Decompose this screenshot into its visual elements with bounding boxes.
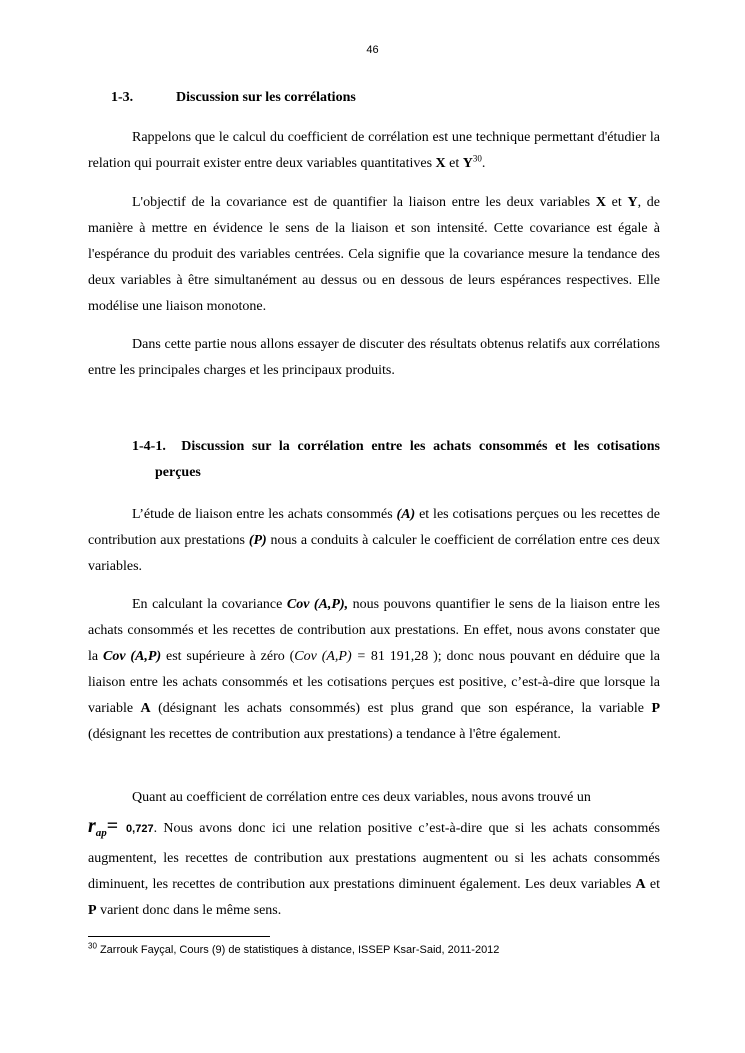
footnote-separator	[88, 936, 270, 937]
p2-var-x: X	[595, 195, 606, 210]
intro-paragraph-3	[88, 332, 660, 384]
p2-var-y: Y	[627, 195, 638, 210]
intro-and: et	[445, 156, 463, 171]
footnote	[88, 941, 500, 956]
body-p1-c: nous a conduits à calculer le coefficient de corrélation entre ces deux variables.	[88, 533, 661, 574]
p2-and: et	[605, 195, 628, 210]
intro-paragraph-2	[88, 190, 660, 320]
subsection-title-line2: perçues	[155, 465, 201, 480]
footnote-number: 30	[88, 941, 97, 951]
body-paragraph-2	[88, 592, 660, 748]
body-p2-f: (désignant les recettes de contribution aux prestations) a tendance à l'être également.	[88, 727, 561, 742]
r-symbol: r	[88, 815, 96, 837]
p3-and: et	[645, 876, 661, 892]
var-p-label: (P)	[248, 533, 267, 548]
section-title: Discussion sur les corrélations	[176, 90, 356, 105]
subsection-title-line1: Discussion sur la corrélation entre les achats consommés et les cotisations	[181, 439, 660, 454]
subsection-heading	[132, 434, 660, 486]
body-paragraph-1	[88, 502, 660, 580]
intro-p2-text: L'objectif de la covariance est de quantifier la liaison entre les deux variables	[132, 195, 596, 210]
intro-p3-text: Dans cette partie nous allons essayer de discuter des résultats obtenus relatifs aux corrélations entre les principales charges et les principaux produits.	[88, 337, 660, 378]
intro-p2-rest: , de manière à mettre en évidence le sens de la liaison et son intensité. Cette covariance est égale à l'espérance du produit des variables centrées. Cela signifie que la covariance mesure la tendance des deux variables à être simultanément au dessus ou en dessous de leurs espérances respectives. Elle modélise une liaison monotone.	[88, 195, 660, 314]
intro-p1-text: Rappelons que le calcul du coefficient de corrélation est une technique permettant d'étudier la relation qui pourrait exister entre deux variables quantitatives	[88, 130, 660, 171]
var-x: X	[435, 156, 446, 171]
intro-period: .	[481, 156, 486, 171]
body-p1-a: L’étude de liaison entre les achats consommés	[132, 507, 397, 522]
cov-term-3: Cov (A,P) =	[294, 649, 366, 664]
body-p1-b: et les cotisations perçues ou les recettes de contribution aux prestations	[88, 507, 660, 548]
body-p2-e: (désignant les achats consommés) est plus grand que son espérance, la variable	[150, 701, 652, 716]
footnote-ref[interactable]: 30	[472, 153, 482, 164]
subsection-number: 1-4-1.	[132, 439, 166, 454]
r-subscript: ap	[95, 826, 107, 839]
body-p2-d: ); donc nous pouvant en déduire que la liaison entre les achats consommés et les cotisations perçues est positive, c’est-à-dire que lorsque la variable	[88, 649, 661, 716]
cov-term-1: Cov (A,P),	[286, 597, 349, 612]
r-equals: =	[106, 815, 127, 837]
body-p2-b: nous pouvons quantifier le sens de la liaison entre les achats consommés et les recettes de contribution aux prestations. En effet, nous avons constater que la	[88, 597, 660, 664]
var-p: P	[651, 701, 660, 716]
page-number: 46	[366, 44, 379, 56]
p3-var-a: A	[635, 876, 646, 892]
body-p3-rest: . Nous avons donc ici une relation positive c’est-à-dire que si les achats consommés augmentent, les recettes de contribution aux prestations augmentent ou si les achats consommés diminuent, les recettes de contribution aux prestations diminuent également. Les deux variables	[88, 821, 660, 892]
footnote-text: Zarrouk Fayçal, Cours (9) de statistiques à distance, ISSEP Ksar-Said, 2011-2012	[96, 944, 500, 956]
cov-term-2: Cov (A,P)	[102, 649, 162, 664]
p3-var-p: P	[88, 902, 97, 918]
body-p2-c: est supérieure à zéro (	[161, 649, 295, 664]
var-a: A	[140, 701, 151, 716]
body-paragraph-3	[88, 813, 660, 924]
body-p3-end: varient donc dans le même sens.	[96, 902, 282, 918]
var-a-label: (A)	[396, 507, 416, 522]
correlation-value: 0,727	[126, 823, 154, 835]
section-number: 1-3.	[111, 90, 134, 105]
intro-paragraph-1	[88, 125, 660, 177]
body-p3-line1: Quant au coefficient de corrélation entre ces deux variables, nous avons trouvé un	[132, 790, 591, 805]
cov-value: 81 191,28	[365, 649, 429, 664]
var-y: Y	[462, 156, 473, 171]
body-p2-a: En calculant la covariance	[132, 597, 287, 612]
